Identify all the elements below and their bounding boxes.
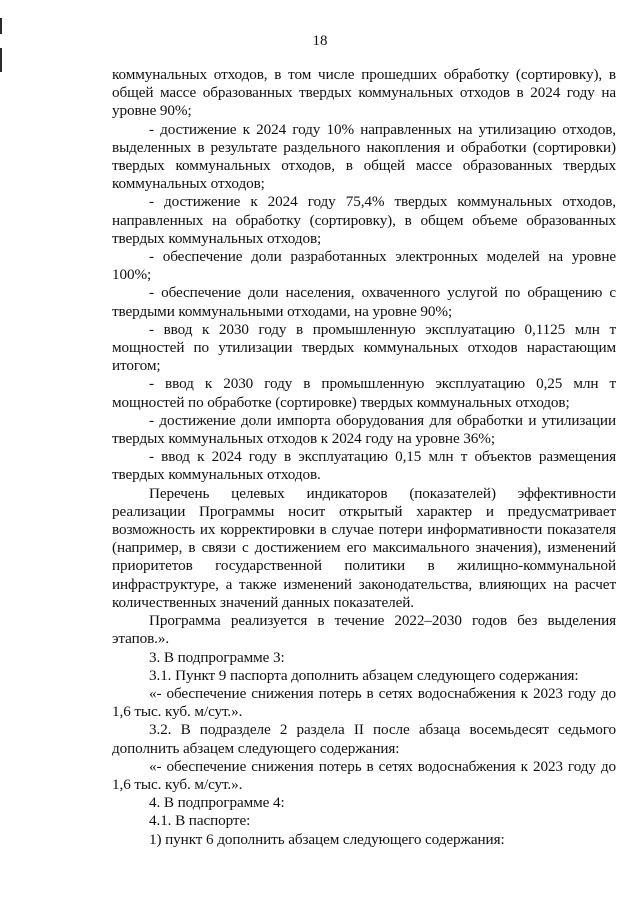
paragraph: 3. В подпрограмме 3: <box>149 648 285 666</box>
paragraph: Перечень целевых индикаторов (показателей) эффективности реализации Программы носит открытый характер и предусматривает возможность их корректировки в случае потери информативности показателя (например, в связи с достижением его максимального значения), изменений приоритетов государственной политики в жилищно-коммунальной инфраструктуре, а также изменений законодательства, влияющих на расчет количественных значений данных показателей. <box>112 484 616 611</box>
paragraph-continuation: коммунальных отходов, в том числе прошедших обработку (сортировку), в общей массе образованных твердых коммунальных отходов в 2024 году на уровне 90%; <box>112 66 616 120</box>
paragraph: - достижение к 2024 году 10% направленных на утилизацию отходов, выделенных в результате раздельного накопления и обработки (сортировки) твердых коммунальных отходов, в общей массе образованных твердых коммунальных отходов; <box>112 120 616 193</box>
paragraph: - ввод к 2030 году в промышленную эксплуатацию 0,1125 млн т мощностей по утилизации твердых коммунальных отходов нарастающим итогом; <box>112 320 616 375</box>
paragraph: - ввод к 2024 году в эксплуатацию 0,15 млн т объектов размещения твердых коммунальных отходов. <box>112 448 616 484</box>
paragraph: 4. В подпрограмме 4: <box>149 794 285 812</box>
paragraph: «- обеспечение снижения потерь в сетях водоснабжения к 2023 году до 1,6 тыс. куб. м/сут.». <box>112 684 616 721</box>
paragraph: - ввод к 2030 году в промышленную эксплуатацию 0,25 млн т мощностей по обработке (сортировке) твердых коммунальных отходов; <box>112 375 616 411</box>
scan-edge-mark <box>0 48 2 72</box>
paragraph: 3.2. В подразделе 2 раздела II после абзаца восемьдесят седьмого дополнить абзацем следующего содержания: <box>112 721 616 757</box>
page-number: 18 <box>312 33 328 49</box>
paragraph: - обеспечение доли разработанных электронных моделей на уровне 100%; <box>112 248 616 284</box>
paragraph: 1) пункт 6 дополнить абзацем следующего содержания: <box>149 830 505 848</box>
paragraph: 3.1. Пункт 9 паспорта дополнить абзацем следующего содержания: <box>149 666 579 684</box>
paragraph: - обеспечение доли населения, охваченного услугой по обращению с твердыми коммунальными отходами, на уровне 90%; <box>112 284 616 320</box>
document-body <box>112 66 616 849</box>
paragraph: - достижение к 2024 году 75,4% твердых коммунальных отходов, направленных на обработку (сортировку), в общем объеме образованных твердых коммунальных отходов; <box>112 193 616 247</box>
paragraph: - достижение доли импорта оборудования для обработки и утилизации твердых коммунальных отходов к 2024 году на уровне 36%; <box>112 411 616 448</box>
paragraph: 4.1. В паспорте: <box>149 812 251 830</box>
paragraph: Программа реализуется в течение 2022–2030 годов без выделения этапов.». <box>112 612 616 648</box>
paragraph: «- обеспечение снижения потерь в сетях водоснабжения к 2023 году до 1,6 тыс. куб. м/сут.». <box>112 757 616 793</box>
